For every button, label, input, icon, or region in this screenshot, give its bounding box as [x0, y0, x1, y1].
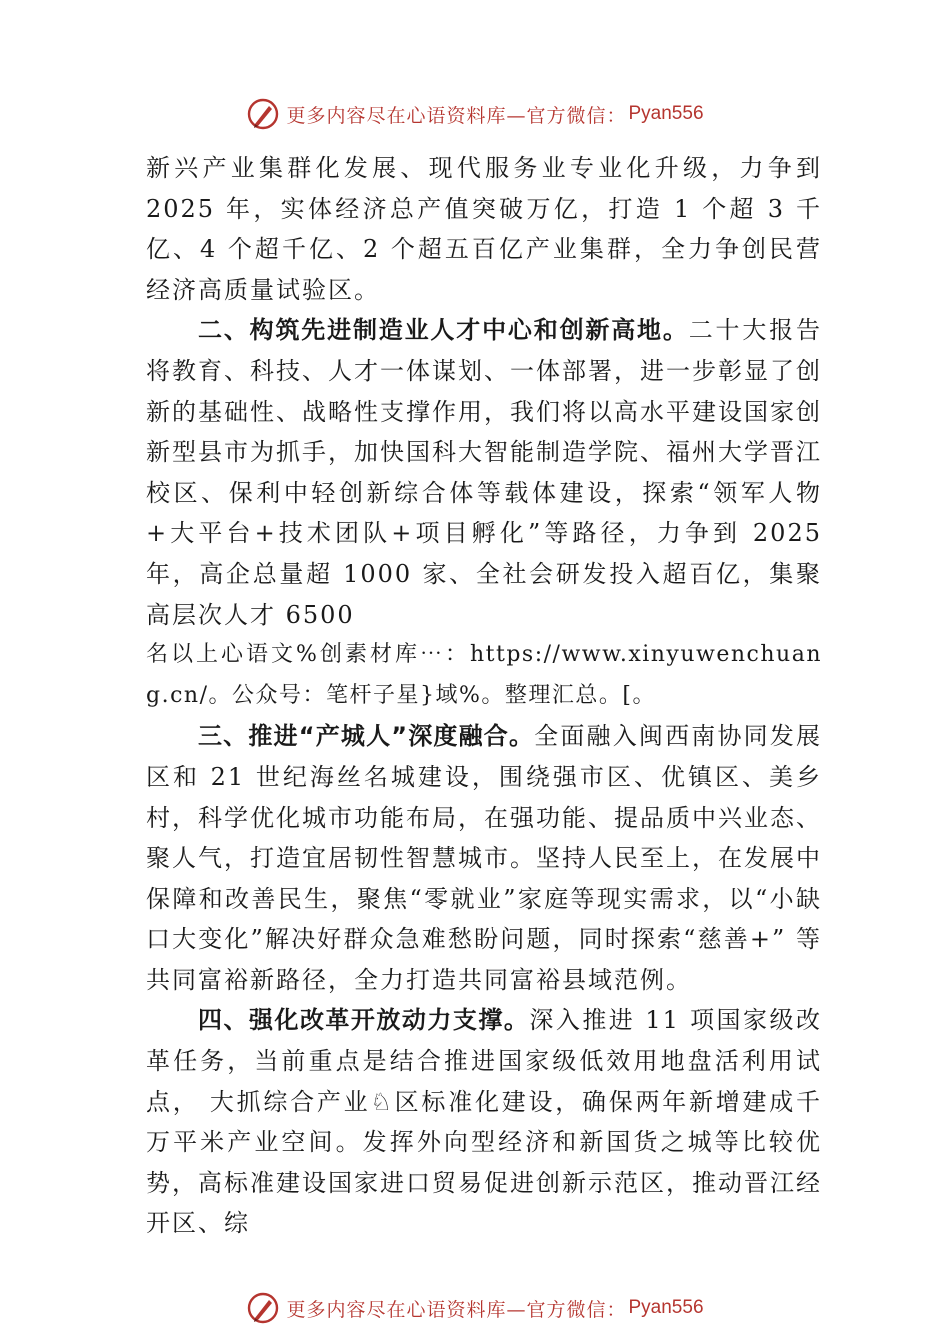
paragraph-4: [146, 1000, 822, 1244]
paragraph-2: [146, 310, 822, 635]
footer-banner-wechat: Pyan556: [628, 1297, 704, 1318]
section-3-heading: 三、推进“产城人”深度融合。: [198, 722, 535, 751]
section-4-heading: 四、强化改革开放动力支撑。: [198, 1006, 530, 1035]
footer-banner-text: 更多内容尽在心语资料库—官方微信：: [286, 1298, 627, 1321]
header-banner-text: 更多内容尽在心语资料库—官方微信：: [286, 104, 627, 127]
pen-logo-icon: [246, 1291, 280, 1325]
section-3-body: 全面融入闽西南协同发展区和 21 世纪海丝名城建设，围绕强市区、优镇区、美乡村，科学优化城市功能布局，在强功能、提品质中兴业态、 聚人气，打造宜居韧性智慧城市。坚持人民至上，在发展中保障和改善民生，聚焦“零就业”家庭等现实需求，以“小缺口大变化”解决好群众急难愁盼问题，同时探索“慈善+” 等共同富裕新路径，全力打造共同富裕县域范例。: [146, 722, 823, 994]
paragraph-3: [146, 716, 822, 1000]
watermark-text: 名以上心语文%创素材库⋯：https://www.xinyuwenchuang.cn/。公众号：笔杆子星}域%。整理汇总。[。: [146, 642, 822, 708]
footer-banner: [0, 1290, 950, 1326]
section-2-body: 二十大报告将教育、科技、人才一体谋划、一体部署，进一步彰显了创新的基础性、战略性支撑作用，我们将以高水平建设国家创新型县市为抓手，加快国科大智能制造学院、福州大学晋江校区、保利中轻创新综合体等载体建设，探索“领军人物+大平台+技术团队+项目孵化”等路径，力争到 2025 年，高企总量超 1000 家、全社会研发投入超百亿，集聚高层次人才 6500: [146, 316, 823, 629]
header-banner-wechat: Pyan556: [628, 103, 704, 124]
document-body: [146, 148, 822, 1244]
paragraph-1: 新兴产业集群化发展、现代服务业专业化升级，力争到 2025 年，实体经济总产值突破万亿，打造 1 个超 3 千亿、4 个超千亿、2 个超五百亿产业集群，全力争创民营经济高质量试验区。: [146, 154, 822, 304]
section-2-heading: 二、构筑先进制造业人才中心和创新高地。: [198, 316, 689, 345]
pen-logo-icon: [246, 97, 280, 131]
section-4-body: 深入推进 11 项国家级改革任务，当前重点是结合推进国家级低效用地盘活利用试点， 大抓综合产业♘区标准化建设，确保两年新增建成千万平米产业空间。发挥外向型经济和新国货之城等比较优势，高标准建设国家进口贸易促进创新示范区，推动晋江经开区、综: [146, 1006, 823, 1238]
header-banner: [0, 96, 950, 132]
